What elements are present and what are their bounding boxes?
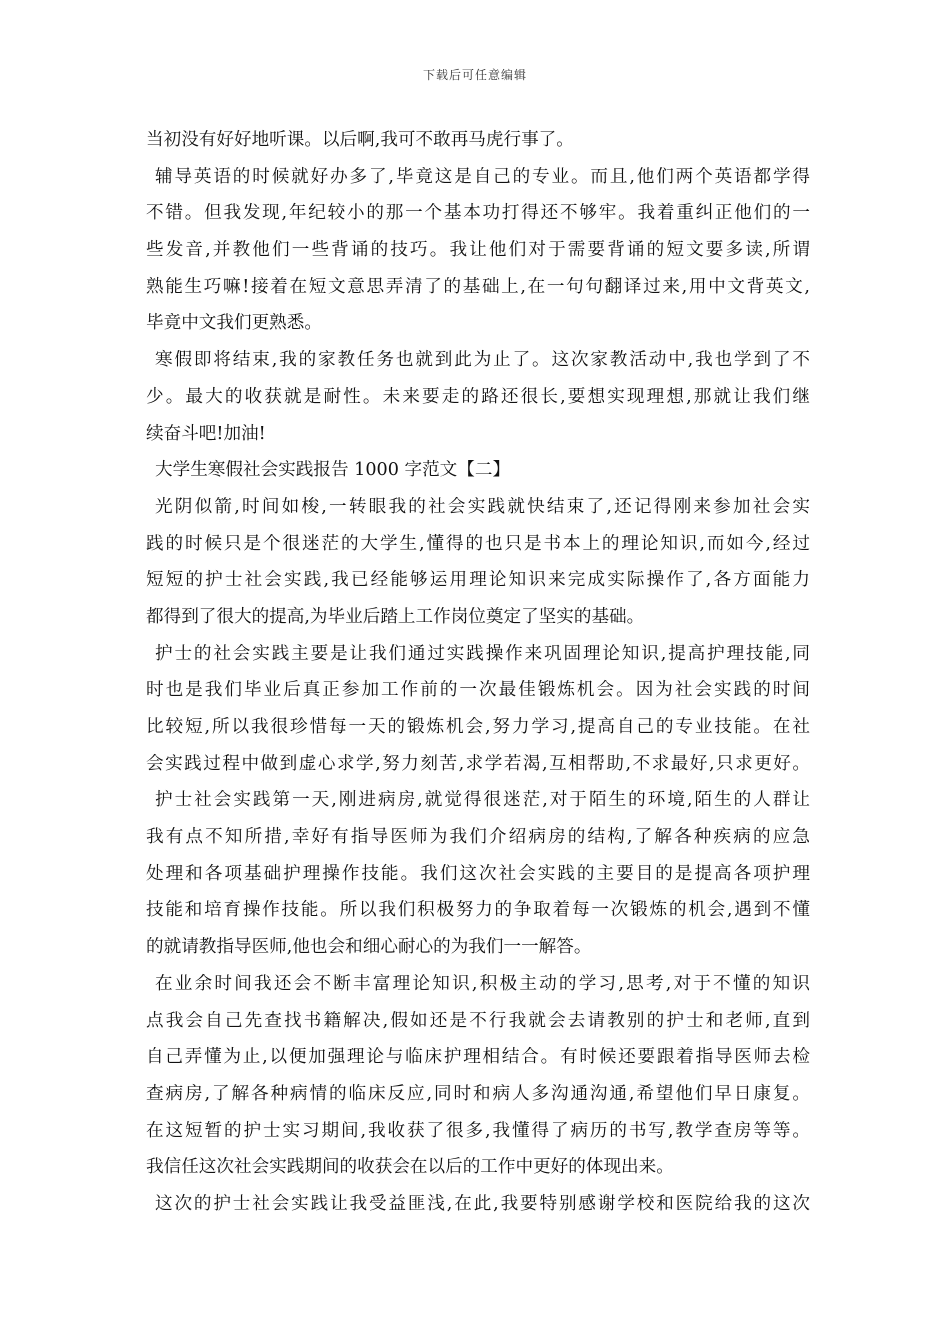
text-line: 点我会自己先查找书籍解决,假如还是不行我就会去请教别的护士和老师,直到 [146,1010,810,1031]
text-line: 辅导英语的时候就好办多了,毕竟这是自己的专业。而且,他们两个英语都学得 [155,166,810,187]
text-line: 都得到了很大的提高,为毕业后踏上工作岗位奠定了坚实的基础。 [146,606,645,627]
text-line: 护士的社会实践主要是让我们通过实践操作来巩固理论知识,提高护理技能,同 [155,643,810,664]
text-line: 这次的护士社会实践让我受益匪浅,在此,我要特别感谢学校和医院给我的这次 [155,1193,810,1214]
text-line: 自己弄懂为止,以便加强理论与临床护理相结合。有时候还要跟着指导医师去检 [146,1047,810,1068]
text-line: 时也是我们毕业后真正参加工作前的一次最佳锻炼机会。因为社会实践的时间 [146,680,810,701]
text-line: 会实践过程中做到虚心求学,努力刻苦,求学若渴,互相帮助,不求最好,只求更好。 [146,753,810,774]
text-line: 查病房,了解各种病情的临床反应,同时和病人多沟通沟通,希望他们早日康复。 [146,1083,810,1104]
text-line: 在业余时间我还会不断丰富理论知识,积极主动的学习,思考,对于不懂的知识 [155,973,810,994]
text-line: 处理和各项基础护理操作技能。我们这次社会实践的主要目的是提高各项护理 [146,863,810,884]
text-line: 光阴似箭,时间如梭,一转眼我的社会实践就快结束了,还记得刚来参加社会实 [155,496,810,517]
text-line: 践的时候只是个很迷茫的大学生,懂得的也只是书本上的理论知识,而如今,经过 [146,533,810,554]
text-line: 的就请教指导医师,他也会和细心耐心的为我们一一解答。 [146,937,592,958]
text-line: 护士社会实践第一天,刚进病房,就觉得很迷茫,对于陌生的环境,陌生的人群让 [155,790,810,811]
text-line: 熟能生巧嘛!接着在短文意思弄清了的基础上,在一句句翻译过来,用中文背英文, [146,276,810,297]
text-line: 技能和培育操作技能。所以我们积极努力的争取着每一次锻炼的机会,遇到不懂 [146,900,810,921]
text-line: 比较短,所以我很珍惜每一天的锻炼机会,努力学习,提高自己的专业技能。在社 [146,717,810,737]
text-line: 些发音,并教他们一些背诵的技巧。我让他们对于需要背诵的短文要多读,所谓 [146,240,810,261]
text-line: 当初没有好好地听课。以后啊,我可不敢再马虎行事了。 [146,130,574,150]
text-line: 大学生寒假社会实践报告 1000 字范文【二】 [155,460,511,481]
text-line: 我有点不知所措,幸好有指导医师为我们介绍病房的结构,了解各种疾病的应急 [146,827,810,848]
text-line: 少。最大的收获就是耐性。未来要走的路还很长,要想实现理想,那就让我们继 [146,386,810,407]
text-line: 不错。但我发现,年纪较小的那一个基本功打得还不够牢。我着重纠正他们的一 [146,203,810,224]
text-line: 续奋斗吧!加油! [146,423,266,444]
text-line: 在这短暂的护士实习期间,我收获了很多,我懂得了病历的书写,教学查房等等。 [146,1120,810,1141]
text-line: 我信任这次社会实践期间的收获会在以后的工作中更好的体现出来。 [146,1157,674,1178]
text-line: 毕竟中文我们更熟悉。 [146,313,322,334]
document-body [146,122,810,1223]
page-header: 下载后可任意编辑 [422,68,527,82]
text-line: 短短的护士社会实践,我已经能够运用理论知识来完成实际操作了,各方面能力 [146,570,810,591]
text-line: 寒假即将结束,我的家教任务也就到此为止了。这次家教活动中,我也学到了不 [155,350,810,371]
